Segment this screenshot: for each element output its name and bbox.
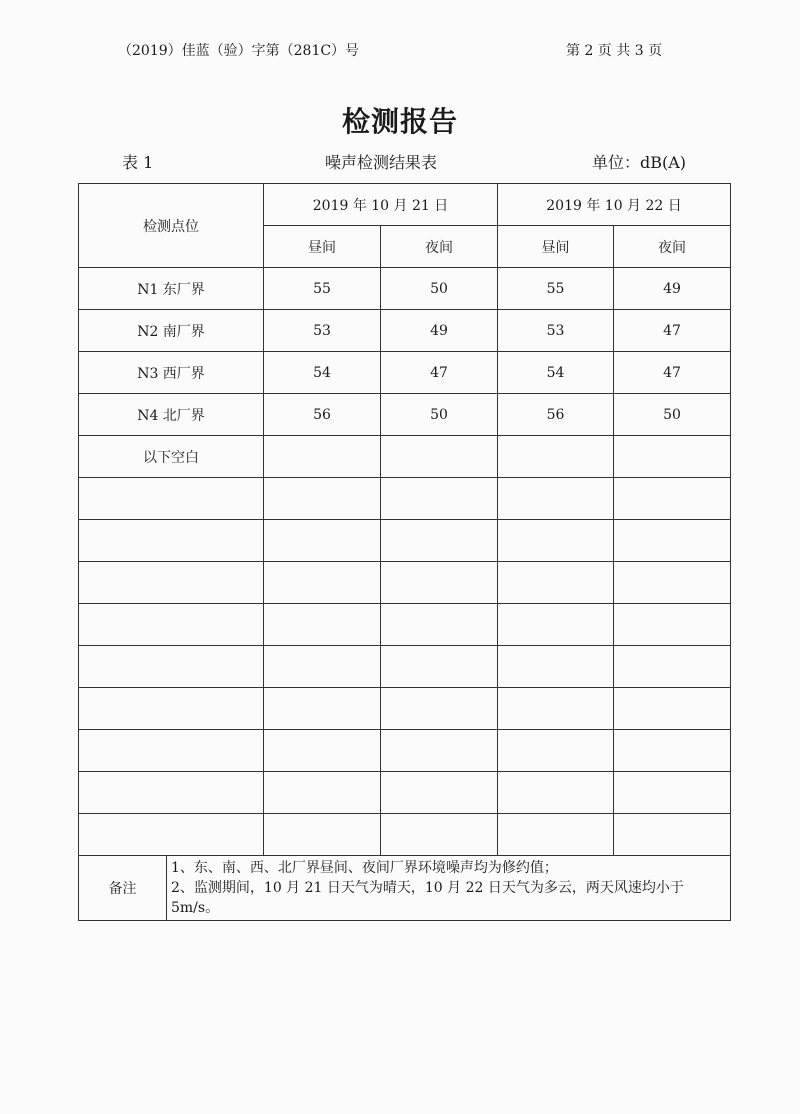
value-cell: 50 (614, 394, 731, 436)
empty-cell (614, 646, 731, 688)
empty-cell (79, 688, 264, 730)
document-number: （2019）佳蓝（验）字第（281C）号 (118, 43, 360, 59)
empty-cell (498, 646, 614, 688)
empty-cell (79, 730, 264, 772)
value-cell: 50 (381, 394, 498, 436)
empty-cell (614, 436, 731, 478)
value-cell: 55 (498, 268, 614, 310)
remarks-row (79, 856, 731, 921)
empty-cell (79, 646, 264, 688)
page-info: 第 2 页 共 3 页 (566, 43, 663, 59)
empty-cell (381, 688, 498, 730)
point-cell: N4 北厂界 (79, 394, 264, 436)
empty-cell (264, 772, 381, 814)
empty-cell (498, 772, 614, 814)
empty-cell (381, 730, 498, 772)
table-row (79, 268, 731, 310)
empty-cell (381, 772, 498, 814)
empty-cell (79, 814, 264, 856)
empty-cell (264, 646, 381, 688)
empty-cell (79, 562, 264, 604)
empty-cell (498, 436, 614, 478)
empty-cell (381, 604, 498, 646)
empty-cell (614, 688, 731, 730)
empty-row (79, 646, 731, 688)
empty-cell (498, 814, 614, 856)
remark-1: 1、东、南、西、北厂界昼间、夜间厂界环境噪声均为修约值； (171, 860, 558, 876)
empty-cell (614, 604, 731, 646)
empty-cell (264, 478, 381, 520)
empty-cell (381, 478, 498, 520)
empty-cell (264, 520, 381, 562)
empty-cell (614, 562, 731, 604)
period-header: 夜间 (614, 226, 731, 268)
value-cell: 54 (264, 352, 381, 394)
empty-row (79, 730, 731, 772)
empty-cell (264, 688, 381, 730)
table-row (79, 394, 731, 436)
table-title: 噪声检测结果表 (325, 153, 438, 172)
remarks-label: 备注 (79, 856, 167, 921)
value-cell: 56 (264, 394, 381, 436)
empty-cell (264, 562, 381, 604)
value-cell: 47 (381, 352, 498, 394)
empty-cell (264, 436, 381, 478)
table-row (79, 352, 731, 394)
table-row (79, 310, 731, 352)
empty-cell (79, 772, 264, 814)
point-cell: N2 南厂界 (79, 310, 264, 352)
value-cell: 55 (264, 268, 381, 310)
empty-cell (498, 688, 614, 730)
unit-label: 单位：dB(A) (592, 153, 687, 172)
date-header: 2019 年 10 月 22 日 (498, 184, 731, 226)
empty-cell (381, 520, 498, 562)
value-cell: 47 (614, 352, 731, 394)
empty-cell (498, 730, 614, 772)
empty-cell (614, 520, 731, 562)
empty-cell (614, 772, 731, 814)
empty-row (79, 772, 731, 814)
blank-marker: 以下空白 (79, 436, 264, 478)
value-cell: 53 (264, 310, 381, 352)
point-cell: N1 东厂界 (79, 268, 264, 310)
value-cell: 50 (381, 268, 498, 310)
empty-cell (264, 814, 381, 856)
empty-cell (264, 730, 381, 772)
empty-cell (79, 520, 264, 562)
empty-cell (498, 562, 614, 604)
noise-results-table (78, 183, 731, 921)
value-cell: 49 (614, 268, 731, 310)
empty-cell (264, 604, 381, 646)
date-header: 2019 年 10 月 21 日 (264, 184, 498, 226)
empty-cell (498, 520, 614, 562)
empty-cell (79, 604, 264, 646)
empty-cell (381, 814, 498, 856)
period-header: 昼间 (498, 226, 614, 268)
period-header: 昼间 (264, 226, 381, 268)
blank-marker-row (79, 436, 731, 478)
empty-cell (498, 604, 614, 646)
empty-row (79, 562, 731, 604)
page-title: 检测报告 (341, 105, 458, 138)
empty-cell (381, 436, 498, 478)
empty-cell (614, 478, 731, 520)
value-cell: 56 (498, 394, 614, 436)
value-cell: 54 (498, 352, 614, 394)
value-cell: 53 (498, 310, 614, 352)
empty-cell (381, 646, 498, 688)
empty-cell (381, 562, 498, 604)
empty-cell (498, 478, 614, 520)
header-row-dates (79, 184, 731, 226)
value-cell: 47 (614, 310, 731, 352)
empty-row (79, 688, 731, 730)
table-label: 表 1 (122, 153, 154, 172)
remark-2: 2、监测期间，10 月 21 日天气为晴天，10 月 22 日天气为多云，两天风速均小于 5m/s。 (171, 880, 684, 916)
empty-row (79, 478, 731, 520)
period-header: 夜间 (381, 226, 498, 268)
empty-cell (79, 478, 264, 520)
value-cell: 49 (381, 310, 498, 352)
empty-row (79, 520, 731, 562)
empty-row (79, 814, 731, 856)
empty-cell (614, 730, 731, 772)
remarks (167, 856, 731, 921)
point-header: 检测点位 (79, 184, 264, 268)
point-cell: N3 西厂界 (79, 352, 264, 394)
empty-row (79, 604, 731, 646)
empty-cell (614, 814, 731, 856)
